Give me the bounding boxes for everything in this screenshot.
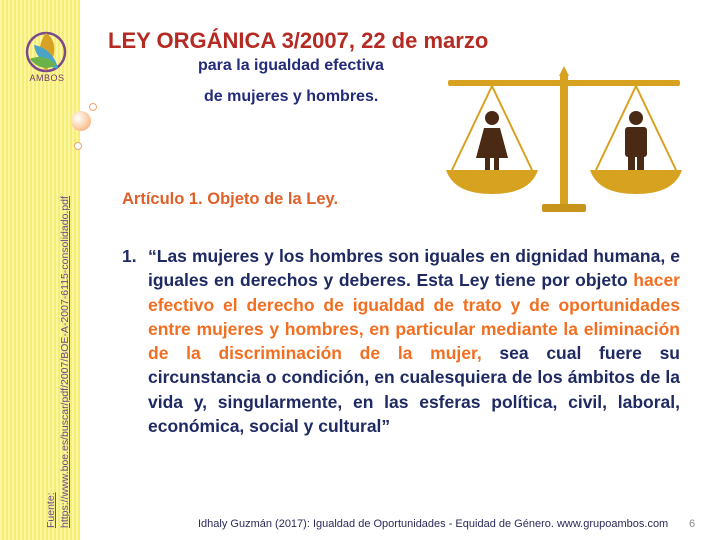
paragraph-text-part2: sea cual fuere su circunstancia o condición, en cualesquiera de los ámbitos de la vida y, singularmente, en las esferas política, civil, laboral, económica, social y cultural” (148, 343, 680, 437)
article-heading: Artículo 1. Objeto de la Ley. (122, 190, 339, 208)
slide-subtitle-line1: para la igualdad efectiva (198, 57, 384, 74)
equality-scale-icon (438, 62, 688, 222)
page-number: 6 (689, 518, 696, 530)
paragraph-number: 1. (122, 246, 137, 266)
man-icon (625, 111, 647, 170)
slide-title: LEY ORGÁNICA 3/2007, 22 de marzo (108, 28, 489, 53)
paragraph-text (148, 244, 680, 438)
decor-orb-tiny (74, 142, 82, 150)
decor-orb (71, 111, 91, 131)
source-reference (44, 196, 72, 528)
logo-text: AMBOS (29, 73, 65, 83)
decor-orb-small (89, 103, 97, 111)
article-paragraph (122, 244, 680, 438)
paragraph-highlight: hacer efectivo el derecho de igualdad de trato y de oportunidades entre mujeres y hombres, en particular mediante la eliminación de la discriminación de la mujer, (148, 270, 680, 364)
source-label: Fuente: (45, 492, 57, 528)
slide-subtitle-line2: de mujeres y hombres. (204, 88, 379, 105)
source-link[interactable]: https://www.boe.es/buscar/pdf/2007/BOE-A-2007-6115-consolidado.pdf (59, 196, 71, 528)
woman-icon (476, 111, 508, 170)
footer-credit: Idhaly Guzmán (2017): Igualdad de Oportunidades - Equidad de Género. www.grupoambos.com (198, 518, 669, 530)
paragraph-text-part1: “Las mujeres y los hombres son iguales en dignidad humana, e iguales en derechos y deberes. Esta Ley tiene por objeto (148, 246, 680, 291)
